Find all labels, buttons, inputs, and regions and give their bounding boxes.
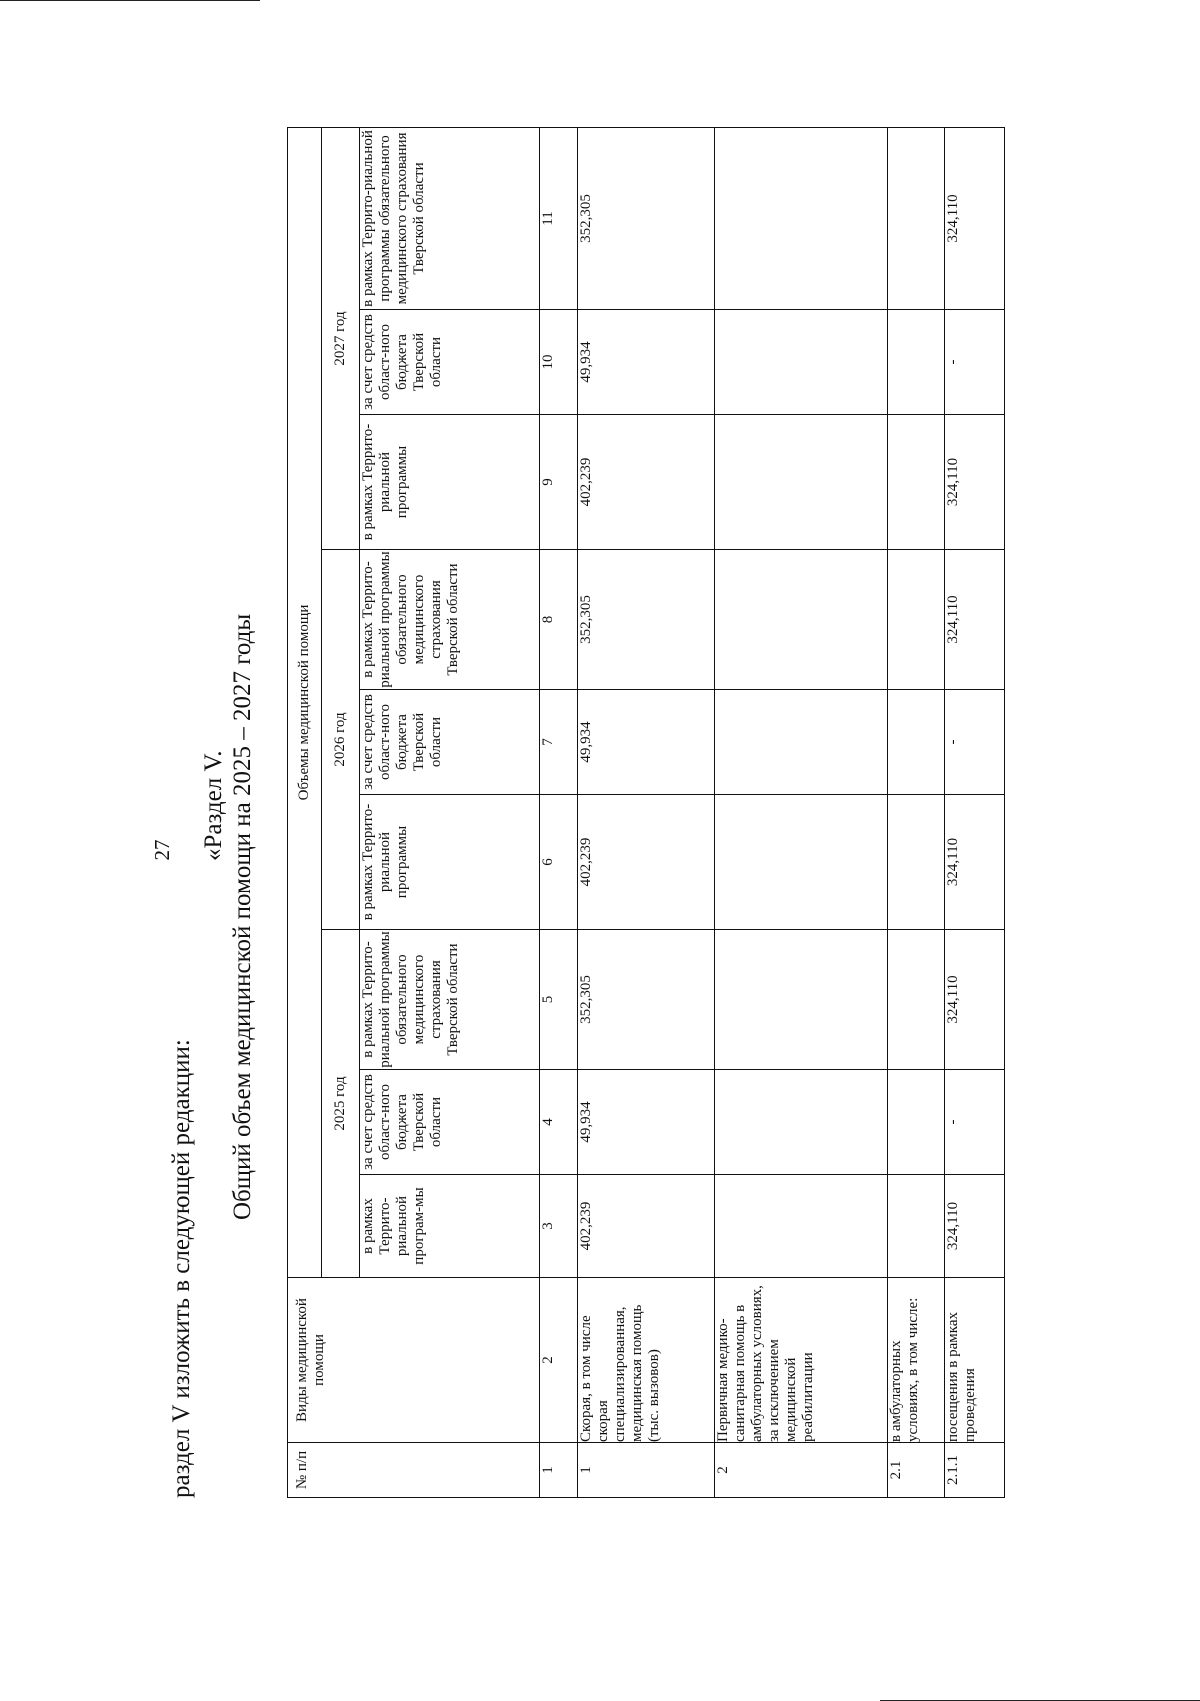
row-name: Скорая, в том числе скорая специализированная, медицинская помощь (тыс. вызовов)	[578, 1278, 715, 1443]
table-row	[888, 127, 945, 1497]
cell-value: -	[945, 1070, 1005, 1175]
cell-value	[888, 690, 945, 795]
subheader-regional-budget: за счет средств област-ного бюджета Тверской области	[360, 1070, 540, 1175]
col-number: 1	[540, 1443, 578, 1498]
volume-table	[287, 127, 1005, 1498]
col-number: 7	[540, 690, 578, 795]
subheader-oms: в рамках Террито-риальной программы обязательного медицинского страхования Тверской области	[360, 127, 540, 309]
row-name: посещения в рамках проведения	[945, 1278, 1005, 1443]
subheader-territorial: в рамках Террито-риальной програм-мы	[360, 1175, 540, 1278]
cell-value	[715, 415, 888, 550]
cell-value	[888, 1175, 945, 1278]
cell-value: 324,110	[945, 930, 1005, 1070]
col-num-header: № п/п	[288, 1443, 540, 1498]
cell-value	[888, 127, 945, 309]
cell-value: 352,305	[578, 930, 715, 1070]
col-number: 10	[540, 310, 578, 415]
col-types-header: Виды медицинской помощи	[288, 1278, 540, 1443]
subheader-territorial: в рамках Террито-риальной программы	[360, 795, 540, 930]
cell-value: 49,934	[578, 310, 715, 415]
cell-value: 402,239	[578, 1175, 715, 1278]
cell-value: 49,934	[578, 1070, 715, 1175]
col-number: 8	[540, 550, 578, 690]
subheader-regional-budget: за счет средств област-ного бюджета Тверской области	[360, 690, 540, 795]
cell-value: 324,110	[945, 415, 1005, 550]
cell-value	[715, 550, 888, 690]
volumes-header: Объемы медицинской помощи	[288, 127, 322, 1277]
col-number: 5	[540, 930, 578, 1070]
main-title: Общий объем медицинской помощи на 2025 – 2027 годы	[229, 613, 256, 1220]
year-2026-header: 2026 год	[322, 550, 360, 930]
cell-value	[715, 795, 888, 930]
cell-value: 324,110	[945, 127, 1005, 309]
cell-value	[888, 415, 945, 550]
row-number: 1	[578, 1443, 715, 1498]
cell-value: 402,239	[578, 415, 715, 550]
table-row	[715, 127, 888, 1497]
cell-value	[715, 1175, 888, 1278]
cell-value	[715, 930, 888, 1070]
cell-value: 324,110	[945, 795, 1005, 930]
col-number: 4	[540, 1070, 578, 1175]
cell-value	[888, 1070, 945, 1175]
intro-text: раздел V изложить в следующей редакции:	[168, 1039, 195, 1498]
cell-value: -	[945, 310, 1005, 415]
cell-value	[715, 310, 888, 415]
cell-value	[888, 930, 945, 1070]
section-title: «Раздел V.	[200, 750, 227, 861]
cell-value: 324,110	[945, 1175, 1005, 1278]
col-number: 6	[540, 795, 578, 930]
year-2027-header: 2027 год	[322, 127, 360, 549]
cell-value	[888, 795, 945, 930]
col-number: 3	[540, 1175, 578, 1278]
cell-value	[715, 690, 888, 795]
cell-value: 402,239	[578, 795, 715, 930]
col-number: 2	[540, 1278, 578, 1443]
cell-value	[715, 127, 888, 309]
col-number: 9	[540, 415, 578, 550]
table-row	[945, 127, 1005, 1497]
subheader-territorial: в рамках Террито-риальной программы	[360, 415, 540, 550]
row-name: в амбулаторных условиях, в том числе:	[888, 1278, 945, 1443]
row-number: 2.1.1	[945, 1443, 1005, 1498]
row-number: 2	[715, 1443, 888, 1498]
cell-value: 352,305	[578, 550, 715, 690]
cell-value: 352,305	[578, 127, 715, 309]
subheader-regional-budget: за счет средств област-ного бюджета Тверской области	[360, 310, 540, 415]
cell-value: 324,110	[945, 550, 1005, 690]
table-row	[578, 127, 715, 1497]
cell-value	[715, 1070, 888, 1175]
cell-value	[888, 550, 945, 690]
row-name: Первичная медико-санитарная помощь в амбулаторных условиях, за исключением медицинской реабилитации	[715, 1278, 888, 1443]
subheader-oms: в рамках Террито-риальной программы обязательного медицинского страхования Тверской области	[360, 930, 540, 1070]
cell-value: -	[945, 690, 1005, 795]
row-number: 2.1	[888, 1443, 945, 1498]
cell-value	[888, 310, 945, 415]
cell-value: 49,934	[578, 690, 715, 795]
year-2025-header: 2025 год	[322, 930, 360, 1278]
subheader-oms: в рамках Террито-риальной программы обязательного медицинского страхования Тверской области	[360, 550, 540, 690]
page-number: 27	[150, 839, 174, 861]
col-number: 11	[540, 127, 578, 309]
